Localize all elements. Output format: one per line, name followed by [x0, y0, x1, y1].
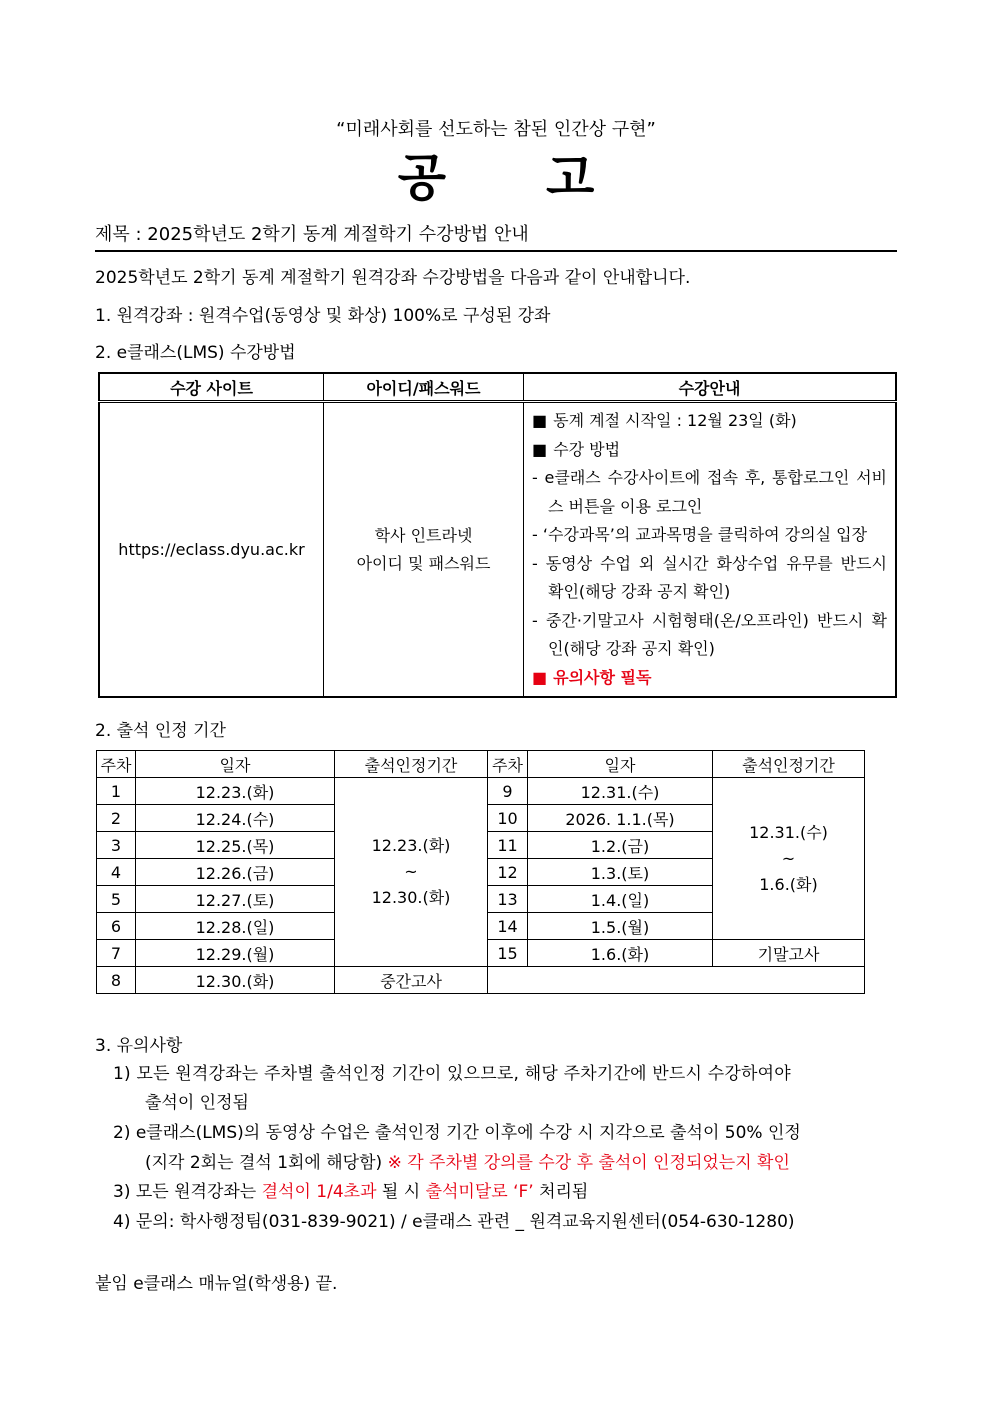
date-cell: 12.31.(수) [528, 778, 713, 805]
guide-method: ■ 수강 방법 [532, 439, 621, 459]
att-header-date: 일자 [528, 751, 713, 778]
table-row: 7 12.29.(월) 15 1.6.(화) 기말고사 [97, 940, 865, 967]
header-site: 수강 사이트 [99, 373, 324, 402]
date-cell: 12.23.(화) [136, 778, 335, 805]
table-row: 2 12.24.(수) 10 2026. 1.1.(목) [97, 805, 865, 832]
table-row: 4 12.26.(금) 12 1.3.(토) [97, 859, 865, 886]
att-header-date: 일자 [136, 751, 335, 778]
note-3: 3) 모든 원격강좌는 결석이 1/4초과 될 시 출석미달로 ‘F’ 처리됨 [113, 1182, 589, 1202]
note-2-line-1: 2) e클래스(LMS)의 동영상 수업은 출석인정 기간 이후에 수강 시 지각으로 출석이 50% 인정 [113, 1123, 801, 1143]
guide-item: - 중간·기말고사 시험형태(온/오프라인) 반드시 확인(해당 강좌 공지 확인) [532, 610, 887, 658]
title-char-1: 공 [397, 149, 446, 207]
intro-text: 2025학년도 2학기 동계 계절학기 원격강좌 수강방법을 다음과 같이 안내합니다. [95, 268, 691, 288]
site-url: https://eclass.dyu.ac.kr [99, 402, 324, 698]
att-header-week: 주차 [97, 751, 136, 778]
subject-line: 제목 : 2025학년도 2학기 동계 계절학기 수강방법 안내 [95, 224, 529, 245]
section-1: 1. 원격강좌 : 원격수업(동영상 및 화상) 100%로 구성된 강좌 [95, 306, 551, 326]
table-row: 5 12.27.(토) 13 1.4.(일) [97, 886, 865, 913]
slogan: “미래사회를 선도하는 참된 인간상 구현” [336, 119, 656, 140]
table-row: 8 12.30.(화) 중간고사 [97, 967, 865, 994]
note-1-line-1: 1) 모든 원격강좌는 주차별 출석인정 기간이 있으므로, 해당 주차기간에 반드시 수강하여야 [113, 1064, 791, 1084]
attendance-heading: 2. 출석 인정 기간 [95, 721, 226, 741]
title-char-2: 고 [546, 149, 595, 207]
attachment-line: 붙임 e클래스 매뉴얼(학생용) 끝. [95, 1274, 338, 1294]
period-cell-1: 12.23.(화) ~ 12.30.(화) [335, 778, 488, 967]
section-2-heading: 2. e클래스(LMS) 수강방법 [95, 343, 296, 363]
square-bullet-icon: ■ [532, 439, 548, 459]
header-guide: 수강안내 [524, 373, 897, 402]
week-cell: 9 [488, 778, 528, 805]
guide-item: - e클래스 수강사이트에 접속 후, 통합로그인 서비스 버튼을 이용 로그인 [532, 468, 887, 516]
att-header-week: 주차 [488, 751, 528, 778]
id-line-1: 학사 인트라넷 [374, 525, 473, 545]
note-1-line-2: 출석이 인정됨 [145, 1093, 249, 1113]
section-3-heading: 3. 유의사항 [95, 1036, 183, 1056]
table-row: 6 12.28.(일) 14 1.5.(월) [97, 913, 865, 940]
midterm-cell: 중간고사 [335, 967, 488, 994]
square-bullet-icon: ■ [532, 667, 548, 687]
guide-item: - ‘수강과목’의 교과목명을 클릭하여 강의실 입장 [532, 525, 868, 544]
guide-notice: ■ 유의사항 필독 [532, 667, 652, 687]
guide-start: ■ 동계 계절 시작일 : 12월 23일 (화) [532, 411, 797, 430]
att-header-period: 출석인정기간 [713, 751, 865, 778]
table-row: 3 12.25.(목) 11 1.2.(금) [97, 832, 865, 859]
note-2-warning: ※ 각 주차별 강의를 수강 후 출석이 인정되었는지 확인 [387, 1153, 790, 1173]
note-2-line-2: (지각 2회는 결석 1회에 해당함) ※ 각 주차별 강의를 수강 후 출석이 인정되었는지 확인 [145, 1153, 790, 1173]
final-exam-cell: 기말고사 [713, 940, 865, 967]
id-line-2: 아이디 및 패스워드 [356, 553, 491, 573]
square-bullet-icon: ■ [532, 411, 548, 430]
notes-block [95, 0, 905, 1403]
att-header-period: 출석인정기간 [335, 751, 488, 778]
note-4: 4) 문의: 학사행정팀(031-839-9021) / e클래스 관련 _ 원격교육지원센터(054-630-1280) [113, 1212, 795, 1232]
guide-item: - 동영상 수업 외 실시간 화상수업 유무를 반드시 확인(해당 강좌 공지 확인) [532, 553, 887, 601]
period-cell-2: 12.31.(수) ~ 1.6.(화) [713, 778, 865, 940]
week-cell: 1 [97, 778, 136, 805]
header-id: 아이디/패스워드 [324, 373, 524, 402]
